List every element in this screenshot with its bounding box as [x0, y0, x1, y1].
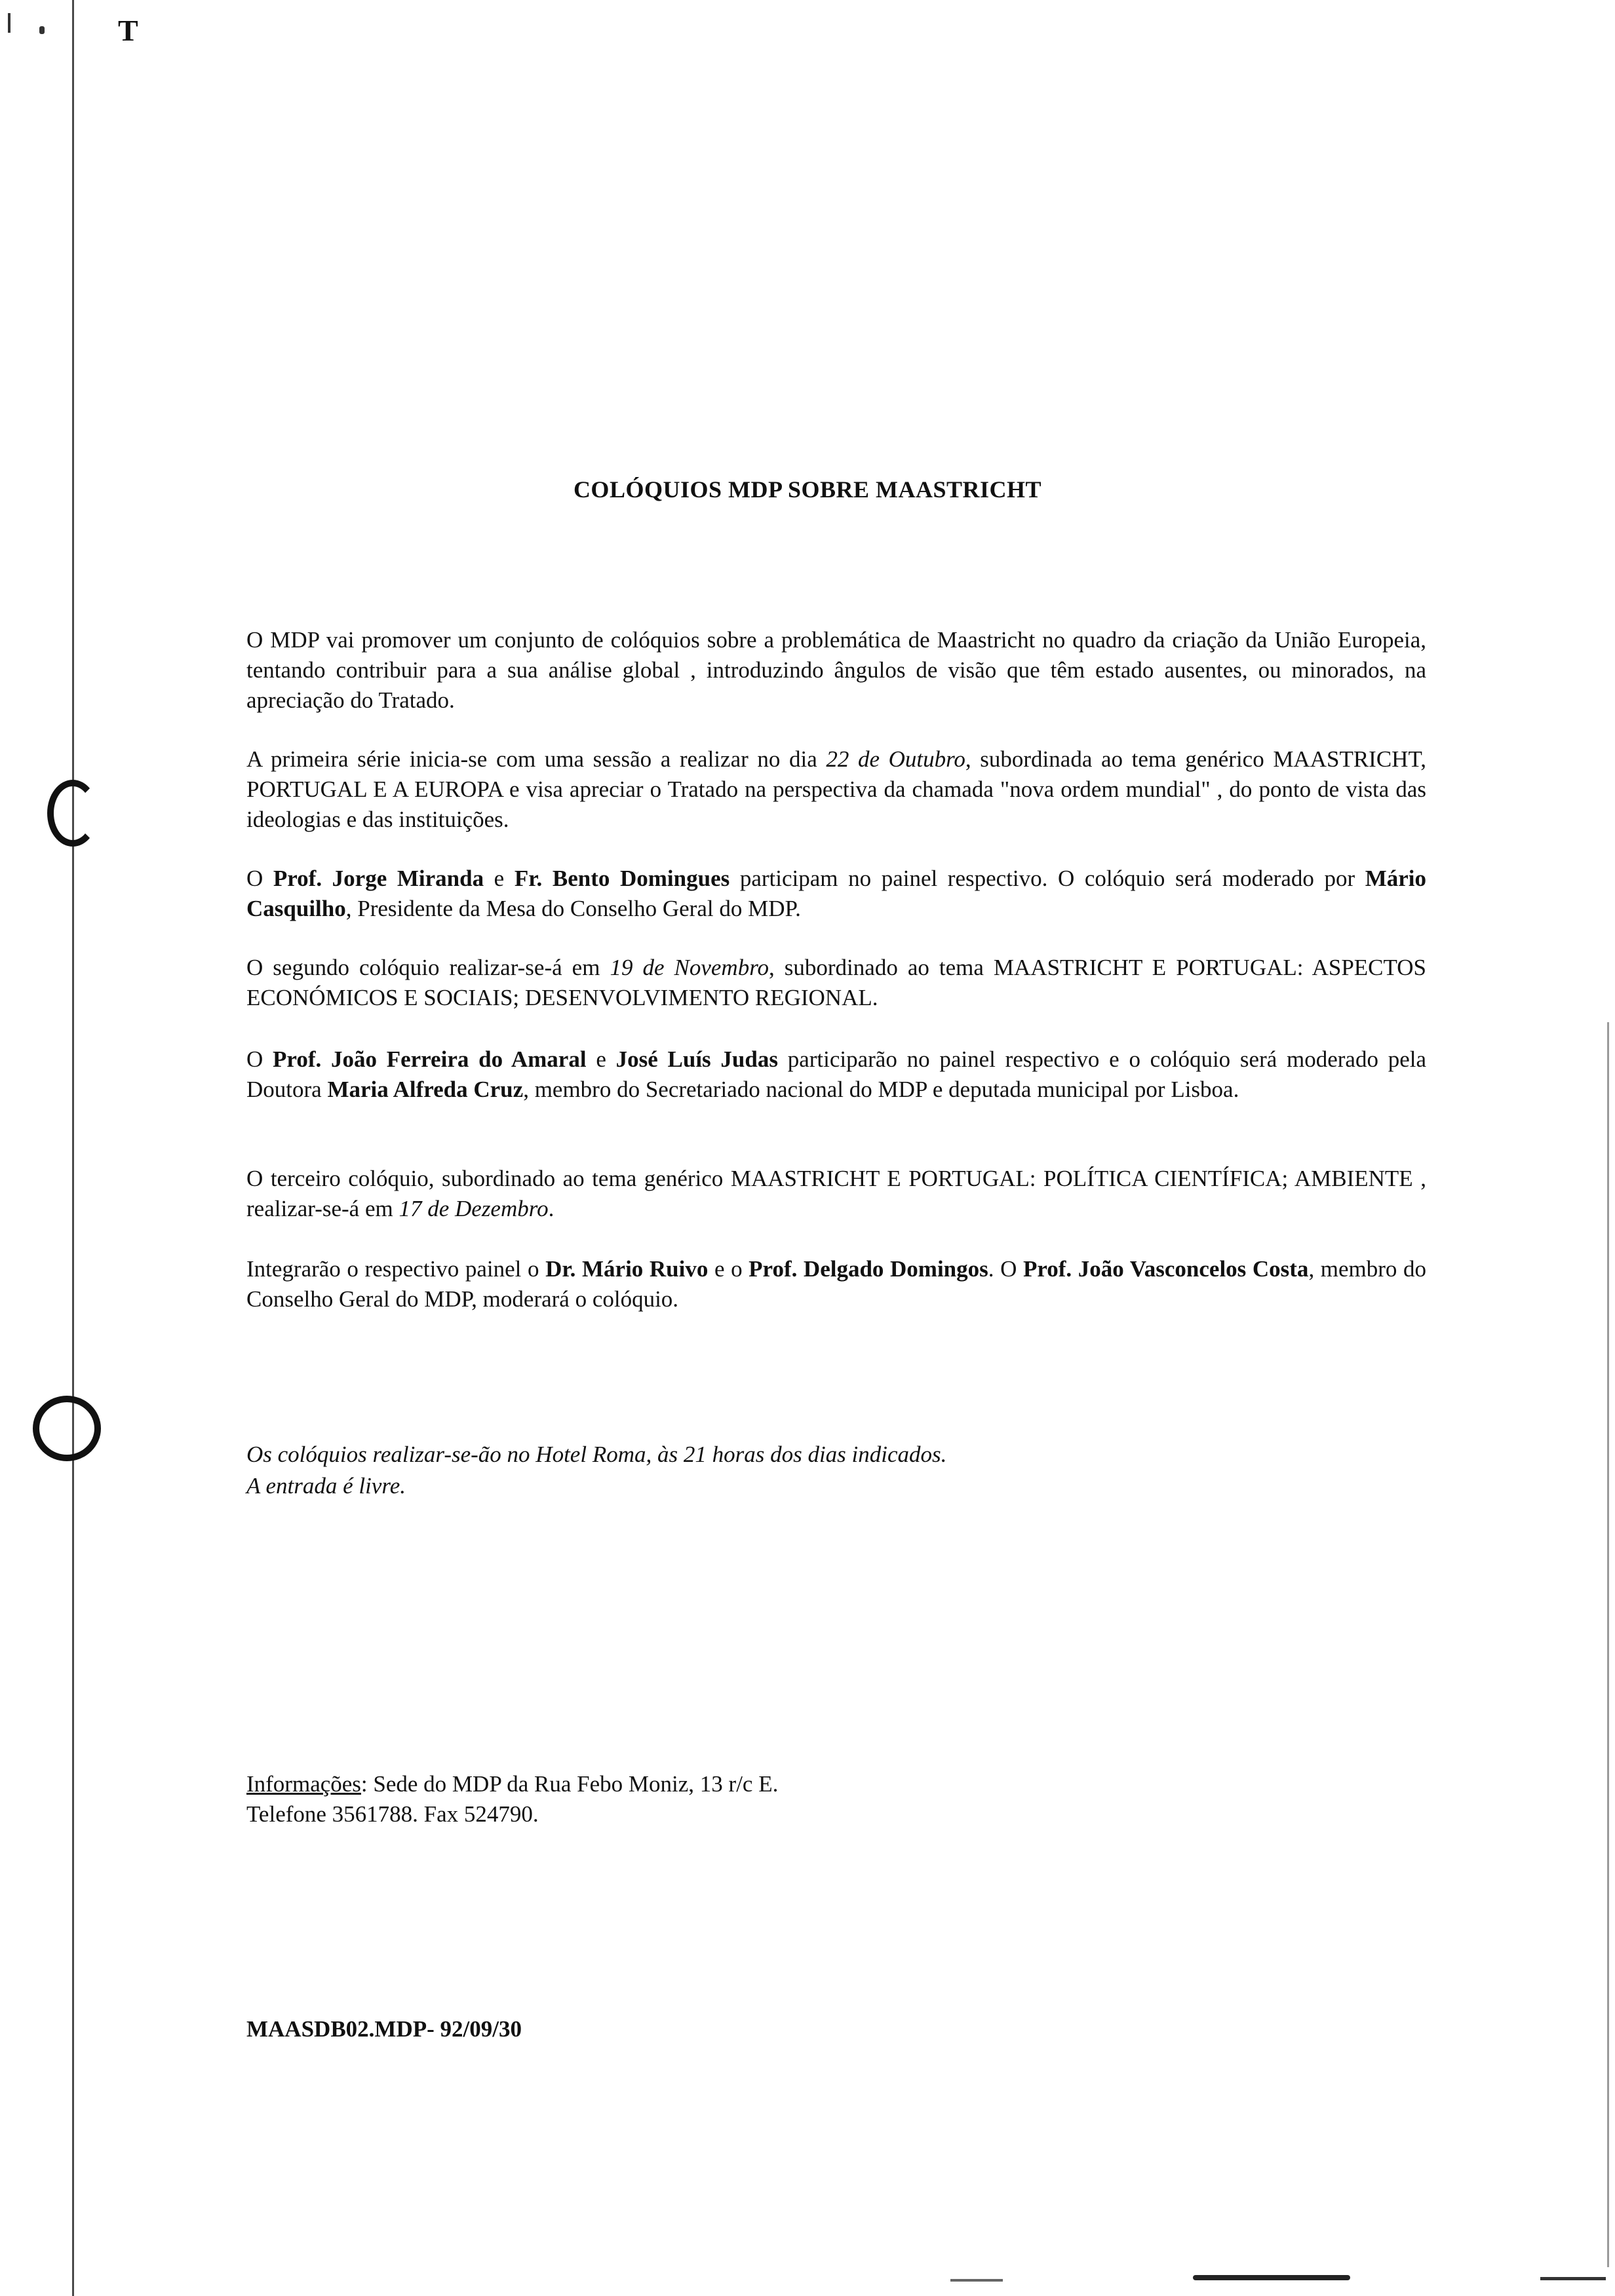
scan-left-edge-line: [72, 0, 74, 2296]
paragraph-second-session: O segundo colóquio realizar-se-á em 19 de Novembro, subordinado ao tema MAASTRICHT E PORTUGAL: ASPECTOS ECONÓMICOS E SOCIAIS; DESENVOLVIMENTO REGIONAL.: [246, 955, 1426, 1010]
entry-line: A entrada é livre.: [246, 1473, 406, 1499]
scan-smudge: [1193, 2275, 1350, 2280]
paragraph-second-panel: O Prof. João Ferreira do Amaral e José Luís Judas participarão no painel respectivo e o colóquio será moderado pela Doutora Maria Alfreda Cruz, membro do Secretariado nacional do MDP e deputada municipal por Lisboa.: [246, 1046, 1426, 1102]
paragraph-first-panel: O Prof. Jorge Miranda e Fr. Bento Domingues participam no painel respectivo. O colóquio será moderado por Mário Casquilho, Presidente da Mesa do Conselho Geral do MDP.: [246, 866, 1427, 921]
document-title: COLÓQUIOS MDP SOBRE MAASTRICHT: [573, 476, 1042, 503]
scan-smudge: [950, 2279, 1003, 2282]
paragraph-third-session: O terceiro colóquio, subordinado ao tema genérico MAASTRICHT E PORTUGAL: POLÍTICA CIENTÍFICA; AMBIENTE , realizar-se-á em 17 de Dezembro.: [246, 1166, 1426, 1221]
moderator-name: Maria Alfreda Cruz: [327, 1077, 524, 1102]
date-second-session: 19 de Novembro: [610, 955, 769, 980]
venue-line: Os colóquios realizar-se-ão no Hotel Roma, às 21 horas dos dias indicados.: [246, 1442, 947, 1467]
moderator-name: Mário Casquilho: [246, 866, 1427, 921]
paragraph-intro: O MDP vai promover um conjunto de colóquios sobre a problemática de Maastricht no quadro da criação da União Europeia, tentando contribuir para a sua análise global , introduzindo ângulos de visão que têm estado ausentes, ou minorados, na apreciação do Tratado.: [246, 627, 1426, 713]
scan-mark: [8, 13, 10, 33]
speaker-name: Prof. Jorge Miranda: [273, 866, 484, 891]
contact-info: [246, 1769, 1426, 1829]
scan-smudge: [1540, 2277, 1606, 2280]
paragraph-third-panel: Integrarão o respectivo painel o Dr. Mário Ruivo e o Prof. Delgado Domingos. O Prof. João Vasconcelos Costa, membro do Conselho Geral do MDP, moderará o colóquio.: [246, 1256, 1426, 1312]
document-reference: MAASDB02.MDP- 92/09/30: [246, 2016, 522, 2042]
date-first-session: 22 de Outubro: [826, 746, 965, 772]
punch-hole-mark: [47, 780, 98, 847]
scan-mark: [39, 26, 45, 34]
speaker-name: José Luís Judas: [615, 1046, 778, 1072]
moderator-name: Prof. João Vasconcelos Costa: [1022, 1256, 1309, 1282]
speaker-name: Prof. João Ferreira do Amaral: [273, 1046, 587, 1072]
date-third-session: 17 de Dezembro: [399, 1196, 549, 1221]
speaker-name: Prof. Delgado Domingos: [749, 1256, 988, 1282]
punch-hole-mark: [33, 1396, 101, 1461]
speaker-name: Dr. Mário Ruivo: [545, 1256, 709, 1282]
venue-note: [246, 1439, 1426, 1502]
scan-right-edge-line: [1607, 1022, 1609, 2267]
address-text: : Sede do MDP da Rua Febo Moniz, 13 r/c E.: [360, 1771, 779, 1797]
phone-fax-text: Telefone 3561788. Fax 524790.: [246, 1801, 539, 1827]
info-label: Informações: [246, 1771, 361, 1797]
paragraph-first-session: A primeira série inicia-se com uma sessão a realizar no dia 22 de Outubro, subordinada ao tema genérico MAASTRICHT, PORTUGAL E A EUROPA e visa apreciar o Tratado na perspectiva da chamada "nova ordem mundial" , do ponto de vista das ideologias e das instituições.: [246, 746, 1426, 832]
speaker-name: Fr. Bento Domingues: [514, 866, 730, 891]
corner-mark: T: [118, 14, 138, 47]
